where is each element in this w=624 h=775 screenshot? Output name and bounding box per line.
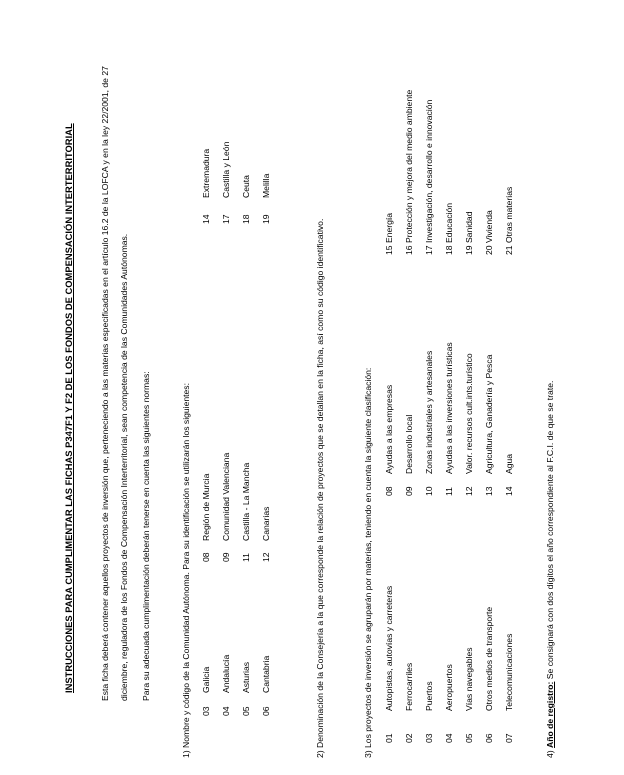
section4-number: 4) xyxy=(545,750,555,758)
ccaa-code: 09 xyxy=(221,552,231,562)
materia-name: Zonas industriales y artesanales xyxy=(424,350,434,474)
materia-label: 18 Educación xyxy=(444,202,454,255)
materia-name: Ferrocarriles xyxy=(404,662,414,711)
materia-name: Telecomunicaciones xyxy=(504,633,514,711)
ccaa-name: Castilla - La Mancha xyxy=(241,462,251,541)
materia-code: 08 xyxy=(384,486,394,496)
materia-label: 15 Energía xyxy=(384,212,394,255)
intro-line-2: diciembre, reguladora de los Fondos de Compensación Interterritorial, sean competencia de las Comunidades Autónomas. xyxy=(119,233,129,701)
materia-name: Vías navegables xyxy=(464,647,474,711)
materia-name: Agua xyxy=(504,453,514,474)
ccaa-name: Galicia xyxy=(201,666,211,693)
document-title: INSTRUCCIONES PARA CUMPLIMENTAR LAS FICHAS P347F1 Y F2 DE LOS FONDOS DE COMPENSACIÓN INTERTERRITORIAL xyxy=(63,123,74,693)
materia-label: 16 Protección y mejora del medio ambiente xyxy=(404,89,414,255)
materia-label: 20 Vivienda xyxy=(484,210,494,255)
materia-code: 14 xyxy=(504,486,514,496)
materia-name: Puertos xyxy=(424,681,434,711)
materia-code: 12 xyxy=(464,486,474,496)
materia-code: 03 xyxy=(424,733,434,743)
materia-code: 01 xyxy=(384,733,394,743)
materia-label: 19 Sanidad xyxy=(464,211,474,255)
ccaa-code: 05 xyxy=(241,706,251,716)
ccaa-code: 17 xyxy=(221,214,231,224)
materia-code: 11 xyxy=(444,487,454,496)
section1-heading: 1) Nombre y código de la Comunidad Autónoma. Para su identificación se utilizarán los siguientes: xyxy=(181,383,191,758)
materia-name: Autopistas, autovías y carreteras xyxy=(384,585,394,711)
materia-code: 06 xyxy=(484,733,494,743)
materia-name: Ayudas a las inversiones turísticas xyxy=(444,342,454,474)
ccaa-code: 08 xyxy=(201,552,211,562)
ccaa-name: Cantabria xyxy=(261,655,271,693)
ccaa-code: 18 xyxy=(241,214,251,224)
ccaa-name: Asturias xyxy=(241,661,251,693)
materia-code: 02 xyxy=(404,733,414,743)
ccaa-code: 12 xyxy=(261,552,271,562)
materia-name: Valor. recursos cult.ints.turístico xyxy=(464,353,474,474)
section3-heading: 3) Los proyectos de inversión se agruparán por materias, teniendo en cuenta la siguiente clasificación: xyxy=(363,367,373,758)
section2-heading: 2) Denominación de la Consejería a la que corresponde la relación de proyectos que se detallan en la ficha, así como su código identificativo. xyxy=(315,218,325,758)
ccaa-code: 04 xyxy=(221,706,231,716)
ccaa-name: Extremadura xyxy=(201,148,211,198)
ccaa-code: 11 xyxy=(241,553,251,562)
ccaa-name: Región de Murcia xyxy=(201,473,211,541)
materia-code: 04 xyxy=(444,733,454,743)
materia-code: 07 xyxy=(504,733,514,743)
materia-name: Aeropuertos xyxy=(444,664,454,711)
ccaa-name: Canarias xyxy=(261,506,271,541)
ccaa-name: Castilla y León xyxy=(221,141,231,198)
section4-line xyxy=(546,381,555,758)
intro-line-3: Para su adecuada cumplimentación deberán tenerse en cuenta las siguientes normas: xyxy=(141,371,151,701)
intro-line-1: Esta ficha deberá contener aquellos proyectos de inversión que, perteneciendo a las materias especificadas en el artículo 16.2 de la LOFCA y en la ley 22/2001, de 27 xyxy=(100,66,110,701)
ccaa-code: 19 xyxy=(261,214,271,224)
materia-name: Otros medios de transporte xyxy=(484,606,494,711)
materia-name: Ayudas a las empresas xyxy=(384,384,394,474)
ccaa-name: Andalucía xyxy=(221,654,231,693)
ccaa-name: Comunidad Valenciana xyxy=(221,452,231,541)
materia-code: 10 xyxy=(424,486,434,496)
ccaa-code: 14 xyxy=(201,214,211,224)
ccaa-code: 06 xyxy=(261,706,271,716)
materia-code: 09 xyxy=(404,486,414,496)
section4-label: Año de registro: xyxy=(545,681,555,748)
materia-name: Desarrollo local xyxy=(404,414,414,474)
section4-text: Se consignará con dos dígitos el año correspondiente al F.C.I. de que se trate. xyxy=(545,380,555,680)
materia-code: 05 xyxy=(464,733,474,743)
materia-label: 21 Otras materias xyxy=(504,186,514,255)
ccaa-name: Ceuta xyxy=(241,175,251,198)
materia-label: 17 Investigación, desarrollo e innovación xyxy=(424,99,434,255)
materia-name: Agricultura, Ganadería y Pesca xyxy=(484,354,494,474)
ccaa-code: 03 xyxy=(201,706,211,716)
ccaa-name: Melilla xyxy=(261,173,271,198)
materia-code: 13 xyxy=(484,486,494,496)
